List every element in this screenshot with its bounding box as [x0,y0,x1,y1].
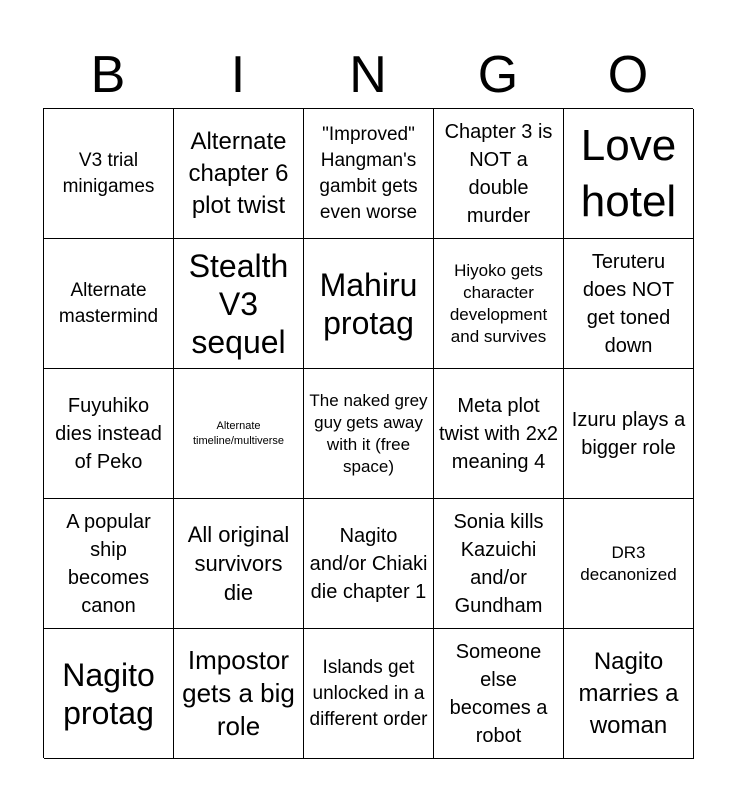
bingo-cell[interactable] [44,629,174,759]
cell-text: Meta plot twist with 2x2 meaning 4 [439,394,558,473]
header-letter-o: O [607,46,649,104]
cell-text: Izuru plays a bigger role [571,408,686,459]
cell-text: V3 trial minigames [62,149,155,197]
bingo-cell[interactable] [434,109,564,239]
bingo-cell[interactable] [564,499,694,629]
cell-text: Chapter 3 is NOT a double murder [444,120,553,227]
header-letter-b: B [90,46,126,104]
cell-text: Fuyuhiko dies instead of Peko [55,394,162,473]
bingo-cell[interactable] [174,499,304,629]
cell-text: Islands get unlocked in a different order [309,656,428,730]
cell-text: Hiyoko gets character development and survives [449,260,548,346]
bingo-cell[interactable] [174,239,304,369]
bingo-header [43,44,693,106]
bingo-cell[interactable] [304,499,434,629]
bingo-board [43,108,693,758]
cell-text: Nagito marries a woman [578,647,679,739]
bingo-cell[interactable] [44,499,174,629]
cell-text: Love hotel [580,120,677,226]
bingo-cell[interactable] [434,499,564,629]
cell-text: Nagito protag [62,656,155,731]
header-letter-n: N [349,46,387,104]
cell-text: Mahiru protag [319,266,418,341]
bingo-cell[interactable] [434,369,564,499]
bingo-cell[interactable] [304,109,434,239]
cell-text: "Improved" Hangman's gambit gets even worse [319,123,418,223]
header-letter-i: I [230,46,246,104]
cell-text: Someone else becomes a robot [449,640,548,747]
cell-text: DR3 decanonized [580,542,677,584]
bingo-cell[interactable] [564,239,694,369]
cell-text: All original survivors die [187,522,290,605]
bingo-cell[interactable] [564,629,694,759]
cell-text: A popular ship becomes canon [66,510,151,617]
cell-text: Nagito and/or Chiaki die chapter 1 [309,524,428,603]
cell-text: Teruteru does NOT get toned down [582,250,675,357]
cell-text: Alternate mastermind [58,279,159,327]
cell-text: Impostor gets a big role [182,645,295,741]
bingo-cell[interactable] [174,369,304,499]
bingo-cell[interactable] [174,109,304,239]
cell-text: Stealth V3 sequel [188,247,289,360]
bingo-cell[interactable] [44,239,174,369]
cell-text: Alternate timeline/multiverse [192,419,285,447]
bingo-cell[interactable] [174,629,304,759]
bingo-cell[interactable] [304,239,434,369]
cell-text: Alternate chapter 6 plot twist [188,127,289,219]
bingo-cell[interactable] [564,109,694,239]
bingo-cell[interactable] [434,239,564,369]
bingo-cell[interactable] [44,109,174,239]
cell-text: The naked grey guy gets away with it (free space) [309,390,428,476]
bingo-cell[interactable] [44,369,174,499]
bingo-cell[interactable] [304,369,434,499]
bingo-cell[interactable] [564,369,694,499]
cell-text: Sonia kills Kazuichi and/or Gundham [453,510,544,617]
bingo-cell[interactable] [304,629,434,759]
bingo-cell[interactable] [434,629,564,759]
header-letter-g: G [477,46,519,104]
